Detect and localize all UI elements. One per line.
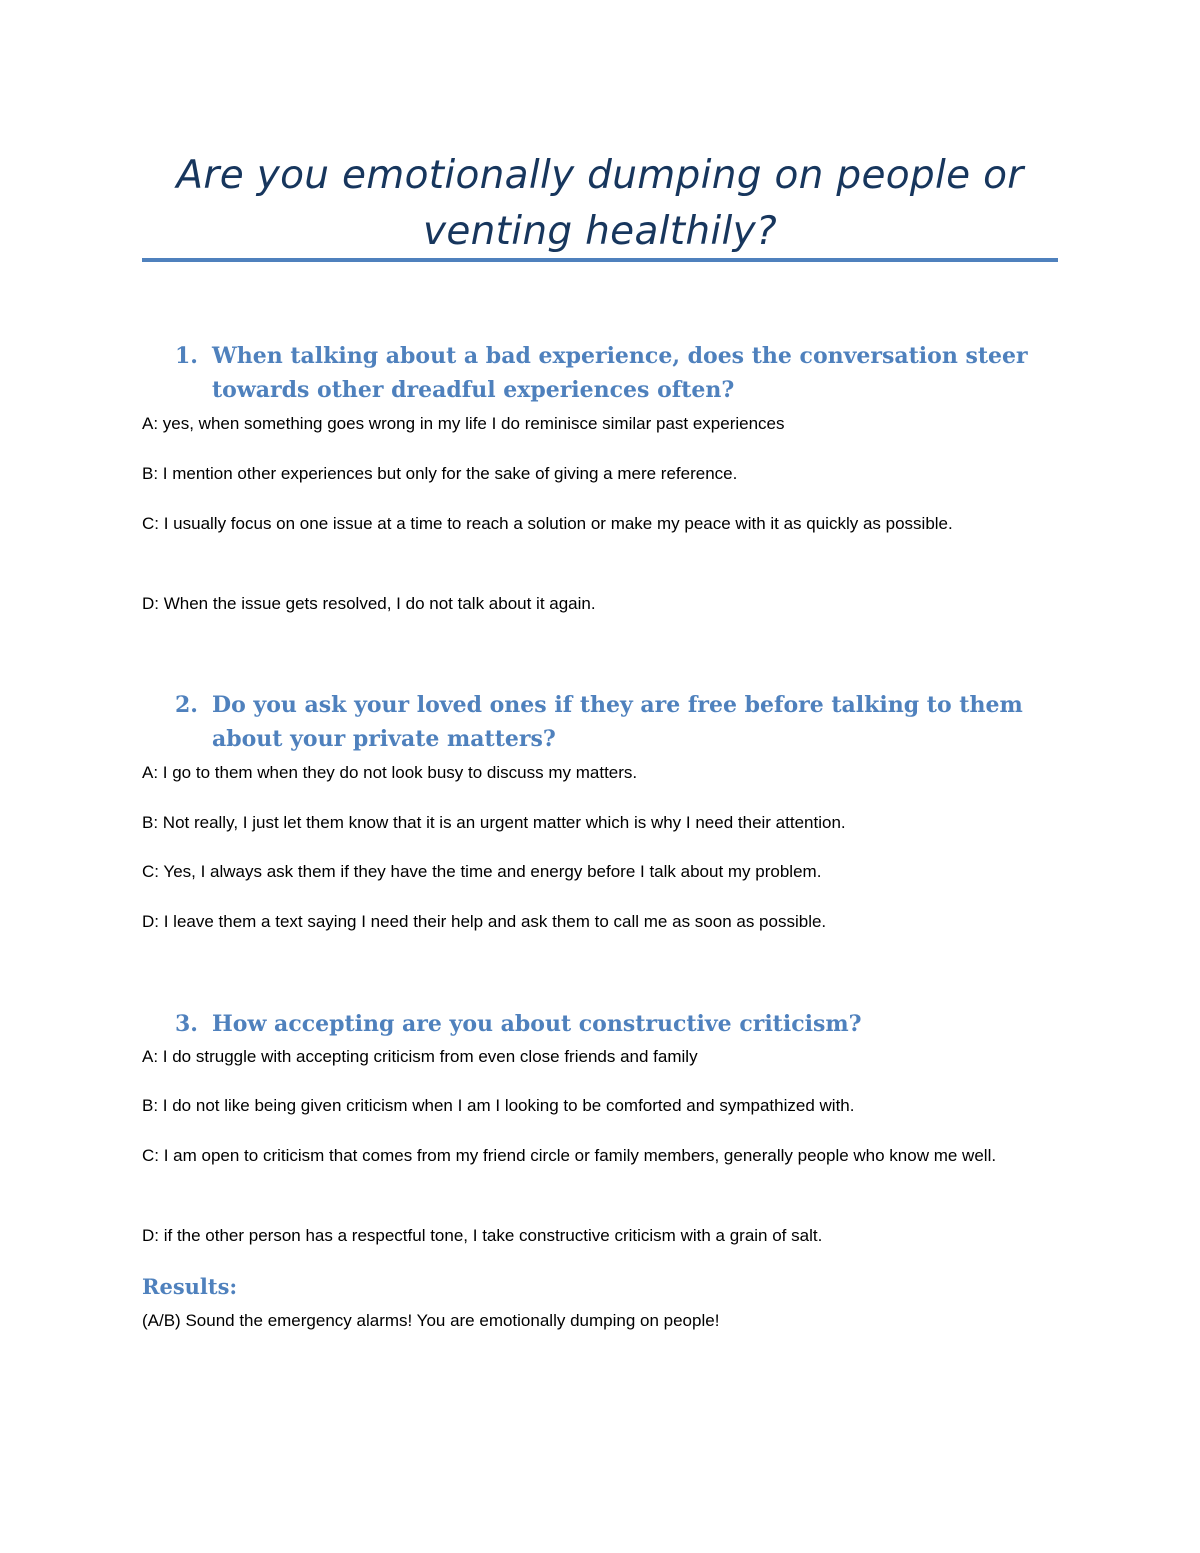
question-text: When talking about a bad experience, does the conversation steer towards other dreadful experiences often? <box>212 343 1028 403</box>
answer-letter: A: <box>142 1047 159 1066</box>
answer-2a <box>142 758 1022 788</box>
answer-letter: A: <box>142 763 159 782</box>
question-3-heading <box>175 1007 1055 1041</box>
answer-1c <box>142 509 1022 539</box>
answer-1d <box>142 589 1022 619</box>
answer-2b <box>142 808 1022 838</box>
answer-text: I go to them when they do not look busy to discuss my matters. <box>158 763 638 782</box>
answer-letter: B: <box>142 813 159 832</box>
answer-letter: A: <box>142 414 159 433</box>
answer-1a <box>142 409 1022 439</box>
answer-letter: C: <box>142 514 159 533</box>
answer-letter: B: <box>142 464 159 483</box>
answer-letter: D: <box>142 594 159 613</box>
answer-letter: C: <box>142 862 159 881</box>
answer-letter: D: <box>142 912 159 931</box>
title-text: Are you emotionally dumping on people or venting healthily? <box>176 153 1024 254</box>
answer-1b <box>142 459 1022 489</box>
answer-text: Not really, I just let them know that it is an urgent matter which is why I need their attention. <box>158 813 846 832</box>
result-item-ab <box>142 1306 1022 1336</box>
answer-letter: D: <box>142 1226 159 1245</box>
answer-text: I do not like being given criticism when I am I looking to be comforted and sympathized with. <box>158 1096 855 1115</box>
answer-text: I do struggle with accepting criticism from even close friends and family <box>158 1047 698 1066</box>
question-2-heading <box>175 688 1055 756</box>
title-underline <box>142 258 1058 262</box>
answer-text: When the issue gets resolved, I do not talk about it again. <box>159 594 596 613</box>
question-number: 1. <box>175 343 198 369</box>
answer-2d <box>142 907 1022 937</box>
results-heading: Results: <box>142 1274 238 1299</box>
answer-2c <box>142 857 1022 887</box>
answer-letter: C: <box>142 1146 159 1165</box>
result-text: Sound the emergency alarms! You are emotionally dumping on people! <box>180 1311 720 1330</box>
answer-3d <box>142 1221 1022 1251</box>
answer-text: I mention other experiences but only for the sake of giving a mere reference. <box>158 464 738 483</box>
answer-3a <box>142 1042 1022 1072</box>
question-number: 3. <box>175 1011 198 1037</box>
answer-text: I leave them a text saying I need their help and ask them to call me as soon as possible. <box>159 912 827 931</box>
document-title <box>142 148 1058 260</box>
question-number: 2. <box>175 692 198 718</box>
answer-text: Yes, I always ask them if they have the time and energy before I talk about my problem. <box>159 862 822 881</box>
answer-text: I usually focus on one issue at a time to reach a solution or make my peace with it as quickly as possible. <box>159 514 953 533</box>
answer-letter: B: <box>142 1096 159 1115</box>
answer-text: I am open to criticism that comes from my friend circle or family members, generally people who know me well. <box>159 1146 997 1165</box>
result-label: (A/B) <box>142 1311 181 1330</box>
question-text: Do you ask your loved ones if they are free before talking to them about your private matters? <box>212 692 1023 752</box>
question-text: How accepting are you about constructive criticism? <box>212 1011 862 1037</box>
question-1-heading <box>175 339 1055 407</box>
answer-text: yes, when something goes wrong in my life I do reminisce similar past experiences <box>158 414 785 433</box>
answer-3c <box>142 1141 1022 1171</box>
answer-text: if the other person has a respectful tone, I take constructive criticism with a grain of salt. <box>159 1226 823 1245</box>
answer-3b <box>142 1091 1022 1121</box>
